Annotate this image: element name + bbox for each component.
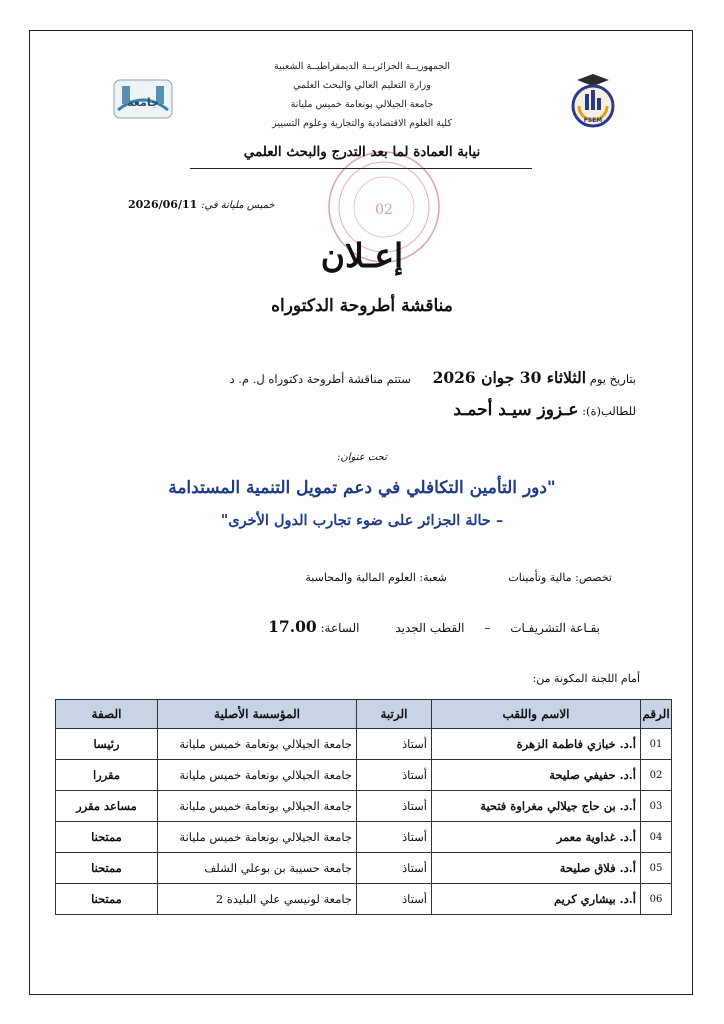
member-rank: أستاذ [357, 791, 432, 822]
row-number: 06 [641, 884, 672, 915]
date-place: خميس مليانة في: [201, 200, 275, 211]
header-ministry: وزارة التعليم العالي والبحث العلمي [293, 80, 431, 91]
member-institution: جامعة لونيسي علي البليدة 2 [158, 884, 357, 915]
table-row [56, 822, 672, 853]
member-name: أ.د. بيشاري كريم [432, 884, 641, 915]
member-name: أ.د. بن حاج جيلالي مغراوة فتحية [432, 791, 641, 822]
member-role: ممتحنا [56, 822, 158, 853]
row-number: 05 [641, 853, 672, 884]
defense-day: الثلاثاء 30 جوان 2026 [432, 368, 587, 387]
member-role: ممتحنا [56, 853, 158, 884]
member-institution: جامعة حسيبة بن بوعلي الشلف [158, 853, 357, 884]
member-institution: جامعة الجيلالي بونعامة خميس مليانة [158, 760, 357, 791]
table-row [56, 884, 672, 915]
member-institution: جامعة الجيلالي بونعامة خميس مليانة [158, 822, 357, 853]
member-name: أ.د. حفيفي صليحة [432, 760, 641, 791]
office-underline [190, 168, 532, 169]
header-name: الاسم واللقب [432, 700, 641, 729]
student-line [453, 400, 636, 420]
table-row [56, 853, 672, 884]
logo-caption: FSEM [583, 117, 603, 124]
header-role: الصفة [56, 700, 158, 729]
member-rank: أستاذ [357, 760, 432, 791]
time-value: 17.00 [268, 617, 317, 636]
student-label: للطالب(ة): [582, 404, 636, 418]
member-role: مساعد مقرر [56, 791, 158, 822]
date-prefix: بتاريخ يوم [589, 372, 636, 386]
date-suffix: ستتم مناقشة أطروحة دكتوراه ل. م. د [229, 372, 411, 386]
time-label: الساعة: [320, 621, 360, 635]
header-republic: الجمهوريــة الجزائريــة الديمقراطيــة الشعبية [274, 61, 450, 72]
row-number: 02 [641, 760, 672, 791]
header-rank: الرتبة [357, 700, 432, 729]
thesis-subtitle: – حالة الجزائر على ضوء تجارب الدول الأخرى" [220, 512, 504, 529]
date-value: 2026/06/11 [128, 198, 198, 211]
member-name: أ.د. غداوية معمر [432, 822, 641, 853]
room-name: بقـاعة التشريفـات [510, 621, 600, 635]
row-number: 04 [641, 822, 672, 853]
member-role: رئيسا [56, 729, 158, 760]
student-name: عـزوز سيـد أحمـد [453, 400, 579, 420]
row-number: 01 [641, 729, 672, 760]
jury-table-header [56, 700, 672, 729]
row-number: 03 [641, 791, 672, 822]
announcement-subtitle: مناقشة أطروحة الدكتوراه [271, 296, 453, 316]
member-institution: جامعة الجيلالي بونعامة خميس مليانة [158, 791, 357, 822]
campus-name: القطب الجديد [395, 621, 465, 635]
university-logo [112, 76, 174, 122]
under-title-label: تحت عنوان: [337, 452, 387, 463]
header-university: جامعة الجيلالي بونعامة خميس مليانة [290, 99, 434, 110]
member-institution: جامعة الجيلالي بونعامة خميس مليانة [158, 729, 357, 760]
announcement-title: إعـلان [320, 236, 404, 275]
header-institution: المؤسسة الأصلية [158, 700, 357, 729]
table-row [56, 729, 672, 760]
defense-date-line [229, 368, 636, 387]
venue-dash: – [484, 621, 491, 635]
thesis-title: "دور التأمين التكافلي في دعم تمويل التنمية المستدامة [168, 478, 556, 498]
member-role: مقررا [56, 760, 158, 791]
member-role: ممتحنا [56, 884, 158, 915]
specialty: تخصص: مالية وتأمينات [508, 571, 612, 584]
table-row [56, 760, 672, 791]
member-name: أ.د. خبازي فاطمة الزهرة [432, 729, 641, 760]
venue-line [268, 617, 600, 636]
branch: شعبة: العلوم المالية والمحاسبة [305, 571, 447, 584]
member-rank: أستاذ [357, 884, 432, 915]
stamp-number: 02 [375, 202, 393, 218]
office-title: نيابة العمادة لما بعد التدرج والبحث العلمي [243, 144, 481, 160]
header-faculty: كلية العلوم الاقتصادية والتجارية وعلوم التسيير [272, 118, 452, 129]
specialty-line [305, 571, 612, 584]
member-name: أ.د. فلاق صليحة [432, 853, 641, 884]
member-rank: أستاذ [357, 822, 432, 853]
issue-date [128, 198, 275, 211]
committee-label: أمام اللجنة المكونة من: [532, 672, 640, 685]
table-row [56, 791, 672, 822]
jury-table [55, 699, 672, 915]
header-number: الرقم [641, 700, 672, 729]
member-rank: أستاذ [357, 729, 432, 760]
member-rank: أستاذ [357, 853, 432, 884]
logo-text: جامعة [127, 96, 159, 109]
faculty-logo [565, 70, 621, 132]
